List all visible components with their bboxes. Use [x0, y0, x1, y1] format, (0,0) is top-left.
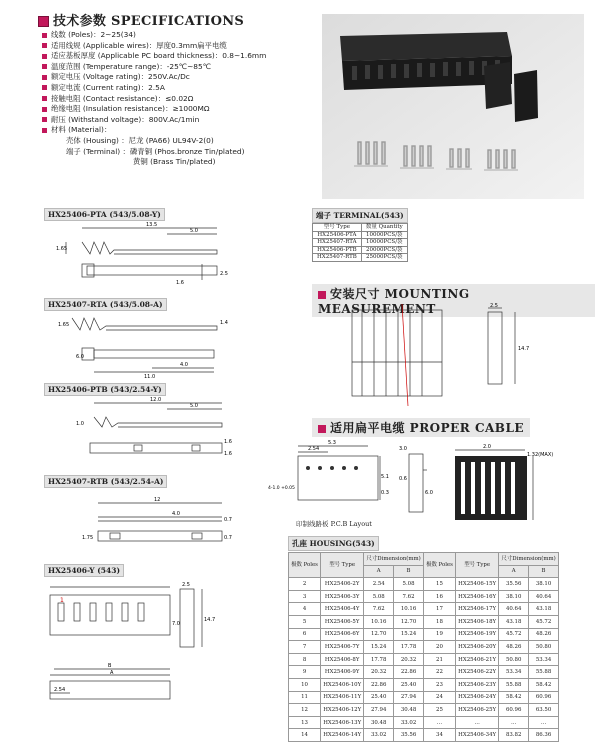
table-cell: 50.80 — [529, 641, 559, 654]
terminal-table — [312, 223, 408, 262]
table-cell: HX25406-9Y — [321, 666, 364, 679]
table-cell: 45.72 — [529, 615, 559, 628]
table-cell: HX25406-5Y — [321, 615, 364, 628]
table-cell: 58.42 — [529, 678, 559, 691]
dim-label: 4-1.0 +0.05 — [268, 486, 295, 491]
rtb-drawing — [42, 487, 232, 549]
dim-label: 2.5 — [220, 271, 228, 277]
dim-label: 14.7 — [204, 617, 216, 623]
table-cell: HX25406-15Y — [456, 578, 499, 591]
table-cell: … — [529, 716, 559, 729]
table-cell: 48.26 — [499, 641, 529, 654]
table-cell: 7.62 — [364, 603, 394, 616]
table-cell: 7 — [289, 641, 321, 654]
dim-label: 5.0 — [190, 228, 198, 234]
square-bullet-icon — [318, 425, 326, 433]
table-cell: 58.42 — [499, 691, 529, 704]
bullet-icon — [42, 43, 47, 48]
dim-label: 2.54 — [308, 446, 320, 452]
bullet-icon — [42, 64, 47, 69]
table-cell: 10 — [289, 678, 321, 691]
table-cell: 11 — [289, 691, 321, 704]
table-cell: HX25406-16Y — [456, 590, 499, 603]
dim-label: 4.0 — [180, 362, 188, 368]
table-cell: 7.62 — [394, 590, 424, 603]
table-cell: 25.40 — [364, 691, 394, 704]
table-row — [289, 704, 559, 717]
table-cell: 86.36 — [529, 729, 559, 742]
table-cell: 20.32 — [394, 653, 424, 666]
dim-label: 1.6 — [224, 439, 232, 445]
table-cell: 38.10 — [529, 578, 559, 591]
table-cell: 13 — [289, 716, 321, 729]
table-cell: HX25406-3Y — [321, 590, 364, 603]
table-row — [289, 716, 559, 729]
table-cell: HX25406-18Y — [456, 615, 499, 628]
rta-drawing — [42, 310, 232, 382]
bullet-icon — [42, 96, 47, 101]
table-row — [289, 603, 559, 616]
bullet-icon — [42, 107, 47, 112]
table-header-row: A B A B — [289, 565, 559, 578]
table-cell: 55.88 — [499, 678, 529, 691]
section-label-ptb: HX25406-PTB (543/2.54-Y) — [44, 383, 166, 396]
table-cell: 34 — [423, 729, 455, 742]
table-cell: HX25406-22Y — [456, 666, 499, 679]
ptb-drawing — [42, 395, 232, 470]
table-cell: 8 — [289, 653, 321, 666]
table-row — [289, 628, 559, 641]
table-row — [289, 578, 559, 591]
table-cell: 27.94 — [364, 704, 394, 717]
bullet-icon — [42, 75, 47, 80]
table-cell: 22 — [423, 666, 455, 679]
table-cell: HX25406-20Y — [456, 641, 499, 654]
mounting-drawing — [350, 302, 550, 412]
table-cell: 9 — [289, 666, 321, 679]
dim-label: 2.5 — [490, 303, 498, 309]
dim-label: 0.7 — [224, 535, 232, 541]
table-cell: 5.08 — [394, 578, 424, 591]
table-cell: HX25406-7Y — [321, 641, 364, 654]
table-header-row: 极数 Poles 型号 Type 尺寸Dimension(mm) 极数 Poles 型号 Type 尺寸Dimension(mm) — [289, 553, 559, 566]
bullet-icon — [42, 33, 47, 38]
table-cell: 5.08 — [364, 590, 394, 603]
table-cell: HX25406-6Y — [321, 628, 364, 641]
dim-label: 6.0 — [425, 490, 433, 496]
dim-label: 1.6 — [224, 451, 232, 457]
spec-item: 线数 (Poles)：2~25(34) — [42, 30, 266, 41]
table-row: HX25407-RTA 10000PCS/袋 — [313, 239, 408, 247]
table-row — [289, 678, 559, 691]
dim-label: 14.7 — [518, 346, 530, 352]
pin-one-marker: 1 — [60, 597, 64, 604]
square-bullet-icon — [318, 291, 326, 299]
dim-label: 13.5 — [146, 222, 158, 228]
table-cell: 17 — [423, 603, 455, 616]
table-cell: HX25406-8Y — [321, 653, 364, 666]
bullet-icon — [42, 85, 47, 90]
table-cell: 60.96 — [499, 704, 529, 717]
terminal-table-title: 端子 TERMINAL(543) — [312, 208, 408, 223]
table-cell: 55.88 — [529, 666, 559, 679]
table-row — [289, 691, 559, 704]
dim-label: 5.0 — [190, 403, 198, 409]
table-cell: 25 — [423, 704, 455, 717]
table-cell: HX25406-24Y — [456, 691, 499, 704]
section-label-pta: HX25406-PTA (543/5.08-Y) — [44, 208, 165, 221]
page-title: 技术参数 SPECIFICATIONS — [38, 10, 244, 29]
table-cell: 30.48 — [364, 716, 394, 729]
dim-label: 1.4 — [220, 320, 228, 326]
cable-line — [402, 304, 408, 406]
table-cell: 43.18 — [499, 615, 529, 628]
spec-item: 耐压 (Withstand voltage)：800V.Ac/1min — [42, 115, 266, 126]
pcb-caption: 印制线路板 P.C.B Layout — [296, 520, 372, 528]
table-cell: HX25406-23Y — [456, 678, 499, 691]
table-cell: 10.16 — [394, 603, 424, 616]
spec-item: 额定电流 (Current rating)：2.5A — [42, 83, 266, 94]
table-cell: … — [456, 716, 499, 729]
table-cell: 2 — [289, 578, 321, 591]
table-cell: HX25406-13Y — [321, 716, 364, 729]
table-cell: HX25406-11Y — [321, 691, 364, 704]
table-cell: HX25406-2Y — [321, 578, 364, 591]
product-photo — [322, 14, 584, 199]
dim-label: 1.65 — [58, 322, 70, 328]
table-cell: 21 — [423, 653, 455, 666]
material-housing: 壳体 (Housing) ：尼龙 (PA66) UL94V-2(0) — [66, 135, 214, 145]
spec-item: 额定电压 (Voltage rating)：250V.Ac/Dc — [42, 72, 266, 83]
table-cell: 15 — [423, 578, 455, 591]
dim-label: 1.65 — [56, 246, 68, 252]
bullet-icon — [42, 117, 47, 122]
mounting-section-title: 安装尺寸 MOUNTING MEASUREMENT — [312, 284, 595, 317]
dim-label: 1.6 — [176, 280, 184, 286]
material-terminal: 端子 (Terminal) ：磷青铜 (Phos.bronze Tin/plated) — [66, 146, 245, 156]
table-cell: 35.56 — [499, 578, 529, 591]
dim-label: 7.0 — [172, 621, 180, 627]
section-label-rta: HX25407-RTA (543/5.08-A) — [44, 298, 167, 311]
spec-item: 温度范围 (Temperature range)：-25℃~85℃ — [42, 62, 266, 73]
dim-label: 3.0 — [399, 446, 407, 452]
table-cell: 24 — [423, 691, 455, 704]
table-cell: HX25406-10Y — [321, 678, 364, 691]
table-cell: HX25406-4Y — [321, 603, 364, 616]
table-cell: 27.94 — [394, 691, 424, 704]
table-row — [289, 729, 559, 742]
dim-label: 1.32(MAX) — [527, 452, 554, 458]
table-cell: 30.48 — [394, 704, 424, 717]
housing-table-title: 孔座 HOUSING(543) — [288, 536, 379, 551]
section-label-housing-y: HX25406-Y (543) — [44, 564, 124, 577]
table-cell: 17.78 — [364, 653, 394, 666]
square-bullet-icon — [38, 16, 49, 27]
table-cell: 53.34 — [499, 666, 529, 679]
table-row: HX25406-PTA 10000PCS/袋 — [313, 231, 408, 239]
table-row: HX25406-PTB 20000PCS/袋 — [313, 246, 408, 254]
table-cell: 50.80 — [499, 653, 529, 666]
dim-label: 0.7 — [224, 517, 232, 523]
table-cell: 35.56 — [394, 729, 424, 742]
dim-label: 2.5 — [182, 582, 190, 588]
dim-label: 4.0 — [172, 511, 180, 517]
table-cell: 23 — [423, 678, 455, 691]
table-cell: 48.26 — [529, 628, 559, 641]
table-cell: 83.82 — [499, 729, 529, 742]
table-cell: 38.10 — [499, 590, 529, 603]
bullet-icon — [42, 128, 47, 133]
table-cell: 17.78 — [394, 641, 424, 654]
table-cell: 15.24 — [394, 628, 424, 641]
bullet-icon — [42, 54, 47, 59]
table-cell: 14 — [289, 729, 321, 742]
table-cell: HX25406-25Y — [456, 704, 499, 717]
table-cell: HX25406-21Y — [456, 653, 499, 666]
dim-label: 5.1 — [381, 474, 389, 480]
cable-drawing — [395, 440, 585, 530]
spec-item: 接触电阻 (Contact resistance)：≤0.02Ω — [42, 94, 266, 105]
table-cell: 5 — [289, 615, 321, 628]
table-cell: 20 — [423, 641, 455, 654]
table-cell: 2.54 — [364, 578, 394, 591]
table-cell: 19 — [423, 628, 455, 641]
dim-label: B — [108, 663, 112, 669]
spec-item: 材料 (Material)： — [42, 125, 266, 136]
table-cell: 22.86 — [394, 666, 424, 679]
table-cell: 33.02 — [394, 716, 424, 729]
table-cell: 25.40 — [394, 678, 424, 691]
dim-label: 12 — [154, 497, 161, 503]
table-cell: HX25406-34Y — [456, 729, 499, 742]
table-cell: 22.86 — [364, 678, 394, 691]
table-row — [289, 590, 559, 603]
table-cell: 40.64 — [529, 590, 559, 603]
table-cell: 18 — [423, 615, 455, 628]
pta-drawing — [42, 220, 232, 290]
dim-label: 5.3 — [328, 440, 336, 446]
table-row — [289, 641, 559, 654]
table-cell: 20.32 — [364, 666, 394, 679]
section-label-rtb: HX25407-RTB (543/2.54-A) — [44, 475, 167, 488]
table-cell: HX25406-12Y — [321, 704, 364, 717]
dim-label: 6.0 — [76, 354, 84, 360]
pcb-layout-drawing — [268, 438, 388, 520]
dim-label: A — [110, 670, 114, 676]
table-cell: 33.02 — [364, 729, 394, 742]
table-cell: 53.34 — [529, 653, 559, 666]
table-cell: 15.24 — [364, 641, 394, 654]
cable-section-title: 适用扁平电缆 PROPER CABLE — [312, 418, 530, 437]
table-cell: 12 — [289, 704, 321, 717]
table-row — [289, 666, 559, 679]
dim-label: 0.6 — [399, 476, 407, 482]
table-cell: 12.70 — [364, 628, 394, 641]
housing-table — [288, 552, 559, 742]
table-header-row: 型号 Type 数量 Quantity — [313, 224, 408, 232]
dim-label: 2.54 — [54, 687, 66, 693]
table-row — [289, 653, 559, 666]
dim-label: 0.3 — [381, 490, 389, 496]
spec-item: 绝缘电阻 (Insulation resistance)：≥1000MΩ — [42, 104, 266, 115]
spec-item: 适应基板厚度 (Applicable PC board thickness)：0.8~1.6mm — [42, 51, 266, 62]
table-cell: … — [423, 716, 455, 729]
housing-y-drawing — [40, 575, 240, 715]
dim-label: 1.0 — [76, 421, 84, 427]
material-brass: 黄铜 (Brass Tin/plated) — [133, 157, 216, 167]
table-cell: HX25406-17Y — [456, 603, 499, 616]
table-row: HX25407-RTB 25000PCS/袋 — [313, 254, 408, 262]
table-cell: 3 — [289, 590, 321, 603]
table-cell: 16 — [423, 590, 455, 603]
spec-list — [42, 30, 266, 168]
dim-label: 12.0 — [150, 397, 162, 403]
connector-photo-illustration — [322, 14, 584, 199]
dim-label: 2.0 — [483, 444, 491, 450]
table-cell: 10.16 — [364, 615, 394, 628]
table-cell: HX25406-19Y — [456, 628, 499, 641]
table-cell: 63.50 — [529, 704, 559, 717]
table-row — [289, 615, 559, 628]
table-cell: 4 — [289, 603, 321, 616]
table-cell: 43.18 — [529, 603, 559, 616]
table-cell: … — [499, 716, 529, 729]
table-cell: 6 — [289, 628, 321, 641]
table-cell: 40.64 — [499, 603, 529, 616]
table-cell: 12.70 — [394, 615, 424, 628]
table-cell: HX25406-14Y — [321, 729, 364, 742]
spec-item: 适用线规 (Applicable wires)：厚度0.3mm扁平电缆 — [42, 41, 266, 52]
table-cell: 60.96 — [529, 691, 559, 704]
table-cell: 45.72 — [499, 628, 529, 641]
dim-label: 1.75 — [82, 535, 94, 541]
dim-label: 11.0 — [144, 374, 156, 380]
